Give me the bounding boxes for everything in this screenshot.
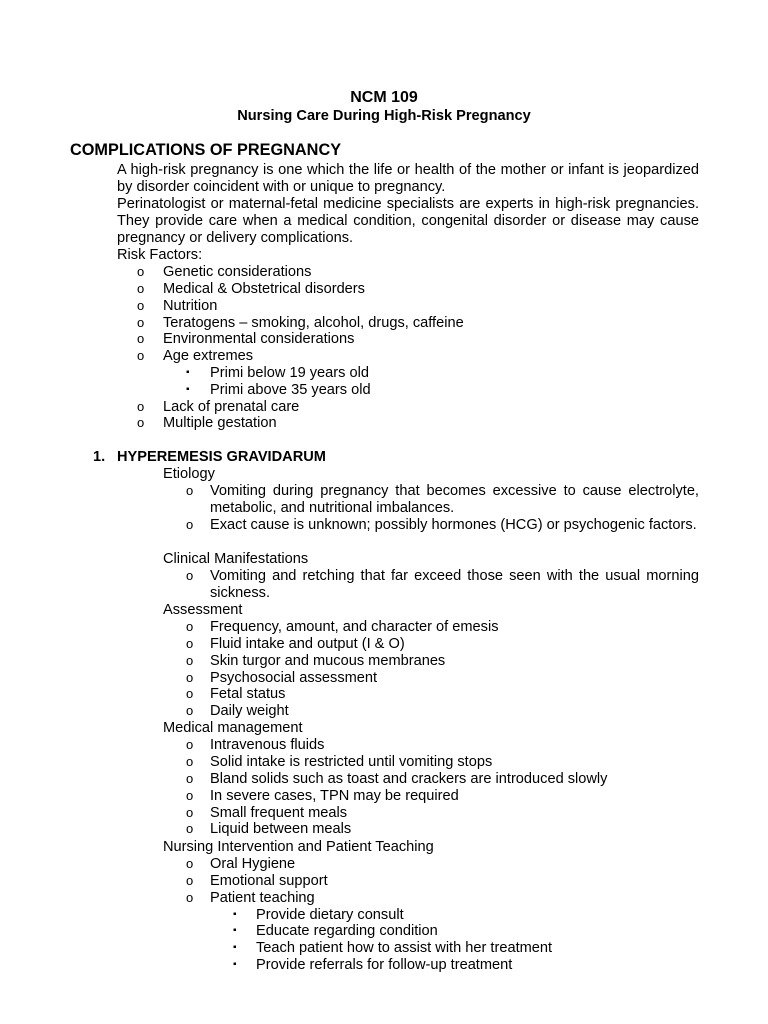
list-item: Medical & Obstetrical disorders	[163, 281, 365, 297]
list-item: Teratogens – smoking, alcohol, drugs, caffeine	[163, 315, 464, 331]
bullet-circle-icon: o	[186, 890, 194, 905]
bullet-circle-icon: o	[186, 703, 194, 718]
bullet-circle-icon: o	[137, 415, 145, 430]
heading-number: 1.	[93, 449, 106, 465]
document-subtitle: Nursing Care During High-Risk Pregnancy	[237, 108, 531, 124]
bullet-circle-icon: o	[186, 821, 194, 836]
list-item: Primi below 19 years old	[210, 365, 369, 381]
list-item: Small frequent meals	[210, 805, 348, 821]
bullet-circle-icon: o	[137, 315, 145, 330]
assessment-label: Assessment	[163, 602, 243, 618]
subsection-heading: HYPEREMESIS GRAVIDARUM	[117, 449, 326, 465]
bullet-square-icon: ▪	[186, 384, 190, 395]
list-item: Psychosocial assessment	[210, 670, 378, 686]
list-item: Vomiting during pregnancy that becomes excessive to cause electrolyte, metabolic, and nutritional imbalances.	[210, 483, 699, 516]
list-item: Teach patient how to assist with her treatment	[256, 940, 553, 956]
etiology-label: Etiology	[163, 466, 215, 482]
list-item: Age extremes	[163, 348, 254, 364]
list-item: Patient teaching	[210, 890, 315, 906]
medical-management-label: Medical management	[163, 720, 303, 736]
bullet-circle-icon: o	[186, 788, 194, 803]
list-item: Frequency, amount, and character of emesis	[210, 619, 499, 635]
list-item: Intravenous fluids	[210, 737, 325, 753]
bullet-square-icon: ▪	[186, 367, 190, 378]
list-item: Skin turgor and mucous membranes	[210, 653, 446, 669]
bullet-circle-icon: o	[186, 805, 194, 820]
nursing-intervention-label: Nursing Intervention and Patient Teaching	[163, 839, 434, 855]
course-title: NCM 109	[350, 89, 418, 106]
list-item: Environmental considerations	[163, 331, 355, 347]
list-item: Emotional support	[210, 873, 328, 889]
bullet-circle-icon: o	[186, 754, 194, 769]
list-item: Vomiting and retching that far exceed those seen with the usual morning sickness.	[210, 568, 699, 601]
bullet-square-icon: ▪	[233, 942, 237, 953]
bullet-square-icon: ▪	[233, 909, 237, 920]
list-item: Nutrition	[163, 298, 218, 314]
bullet-circle-icon: o	[137, 264, 145, 279]
bullet-circle-icon: o	[137, 298, 145, 313]
bullet-circle-icon: o	[186, 737, 194, 752]
list-item: Genetic considerations	[163, 264, 312, 280]
list-item: Fluid intake and output (I & O)	[210, 636, 405, 652]
list-item: Provide referrals for follow-up treatment	[256, 957, 513, 973]
intro-paragraph: Perinatologist or maternal-fetal medicine specialists are experts in high-risk pregnancies. They provide care when a medical condition, congenital disorder or disease may cause pregnancy or delivery complications.	[117, 196, 699, 246]
list-item: Liquid between meals	[210, 821, 352, 837]
bullet-circle-icon: o	[186, 686, 194, 701]
list-item: Solid intake is restricted until vomiting stops	[210, 754, 493, 770]
list-item: Primi above 35 years old	[210, 382, 371, 398]
bullet-circle-icon: o	[137, 348, 145, 363]
bullet-circle-icon: o	[186, 483, 194, 498]
list-item: In severe cases, TPN may be required	[210, 788, 459, 804]
bullet-circle-icon: o	[137, 399, 145, 414]
bullet-circle-icon: o	[186, 568, 194, 583]
list-item: Lack of prenatal care	[163, 399, 300, 415]
bullet-circle-icon: o	[186, 670, 194, 685]
list-item: Educate regarding condition	[256, 923, 438, 939]
bullet-circle-icon: o	[186, 619, 194, 634]
list-item: Provide dietary consult	[256, 907, 404, 923]
bullet-square-icon: ▪	[233, 959, 237, 970]
intro-paragraph: A high-risk pregnancy is one which the life or health of the mother or infant is jeopardized by disorder coincident with or unique to pregnancy.	[117, 162, 699, 195]
list-item: Fetal status	[210, 686, 286, 702]
bullet-circle-icon: o	[186, 771, 194, 786]
list-item: Daily weight	[210, 703, 289, 719]
bullet-circle-icon: o	[137, 281, 145, 296]
bullet-circle-icon: o	[186, 653, 194, 668]
bullet-circle-icon: o	[137, 331, 145, 346]
bullet-square-icon: ▪	[233, 925, 237, 936]
manifestations-label: Clinical Manifestations	[163, 551, 309, 567]
list-item: Multiple gestation	[163, 415, 277, 431]
section-heading: COMPLICATIONS OF PREGNANCY	[70, 141, 342, 159]
risk-factors-label: Risk Factors:	[117, 247, 203, 263]
bullet-circle-icon: o	[186, 636, 194, 651]
bullet-circle-icon: o	[186, 856, 194, 871]
list-item: Oral Hygiene	[210, 856, 296, 872]
list-item: Bland solids such as toast and crackers are introduced slowly	[210, 771, 608, 787]
bullet-circle-icon: o	[186, 517, 194, 532]
list-item: Exact cause is unknown; possibly hormones (HCG) or psychogenic factors.	[210, 517, 697, 533]
bullet-circle-icon: o	[186, 873, 194, 888]
